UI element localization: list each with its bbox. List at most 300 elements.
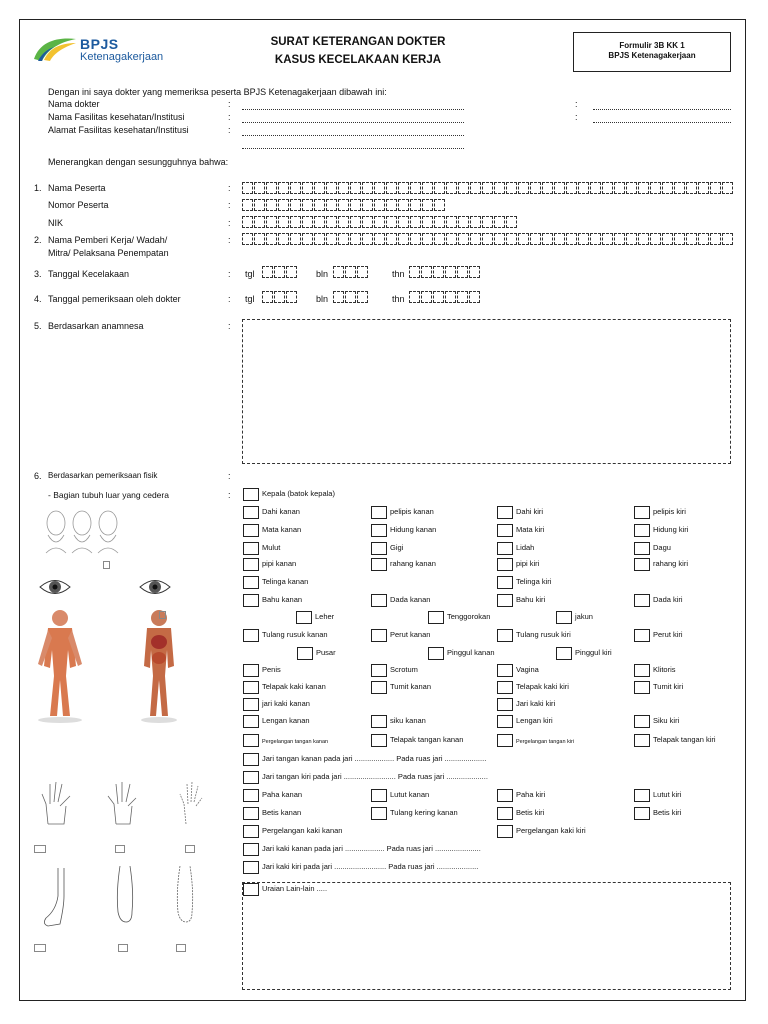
checkbox-label: rahang kiri (653, 559, 689, 568)
number-3: 3. (34, 269, 42, 279)
checkbox-rahang-kanan[interactable] (371, 558, 387, 571)
char-cell[interactable] (326, 199, 337, 211)
label-tgl-pemeriksaan: Tanggal pemeriksaan oleh dokter (48, 294, 181, 304)
char-cell[interactable] (470, 233, 481, 245)
checkbox-pusar[interactable] (297, 647, 313, 660)
thumb-caption (34, 944, 46, 952)
checkbox-lutut-kiri[interactable] (634, 789, 650, 802)
char-cell[interactable] (262, 266, 273, 278)
char-cell[interactable] (290, 216, 301, 228)
char-cell[interactable] (458, 233, 469, 245)
nama-peserta-cells[interactable] (242, 182, 734, 196)
char-cell[interactable] (433, 291, 444, 303)
alamat-faskes-field-2[interactable] (242, 148, 464, 149)
char-cell[interactable] (434, 216, 445, 228)
checkbox-label: Tenggorokan (447, 612, 491, 621)
char-cell[interactable] (470, 216, 481, 228)
char-cell[interactable] (602, 182, 613, 194)
char-cell[interactable] (290, 182, 301, 194)
checkbox-gigi[interactable] (371, 542, 387, 555)
char-cell[interactable] (494, 216, 505, 228)
checkbox-kepala[interactable] (243, 488, 259, 501)
colon: : (228, 490, 231, 500)
nama-dokter-field[interactable] (242, 109, 464, 110)
char-cell[interactable] (278, 233, 289, 245)
pemberi-kerja-cells[interactable] (242, 233, 734, 247)
checkbox-tumit-kanan[interactable] (371, 681, 387, 694)
checkbox-telinga-kanan[interactable] (243, 576, 259, 589)
tgl-pemeriksaan-year[interactable] (409, 291, 481, 305)
char-cell[interactable] (518, 233, 529, 245)
thn-label: thn (392, 294, 405, 304)
char-cell[interactable] (602, 233, 613, 245)
char-cell[interactable] (266, 199, 277, 211)
char-cell[interactable] (698, 233, 709, 245)
char-cell[interactable] (674, 233, 685, 245)
label-pemberi-kerja-2: Mitra/ Pelaksana Penempatan (48, 248, 169, 258)
checkbox-siku-kanan[interactable] (371, 715, 387, 728)
char-cell[interactable] (398, 216, 409, 228)
char-cell[interactable] (242, 233, 253, 245)
checkbox-label: Lutut kanan (390, 790, 430, 799)
checkbox-label: jakun (575, 612, 593, 621)
char-cell[interactable] (266, 233, 277, 245)
char-cell[interactable] (314, 199, 325, 211)
char-cell[interactable] (386, 182, 397, 194)
checkbox-label: Telapak kaki kanan (262, 682, 326, 691)
checkbox-telapak-tangan-kanan[interactable] (371, 734, 387, 747)
char-cell[interactable] (686, 233, 697, 245)
checkbox-label: Paha kiri (516, 790, 546, 799)
char-cell[interactable] (518, 182, 529, 194)
char-cell[interactable] (433, 266, 444, 278)
char-cell[interactable] (362, 182, 373, 194)
char-cell[interactable] (722, 233, 733, 245)
char-cell[interactable] (314, 233, 325, 245)
checkbox-label: Dada kiri (653, 595, 683, 604)
extra-field-1[interactable] (593, 109, 731, 110)
char-cell[interactable] (578, 233, 589, 245)
checkbox-pergelangan-tangan-kiri[interactable] (497, 734, 513, 747)
checkbox-label: Paha kanan (262, 790, 303, 799)
checkbox-perut-kiri[interactable] (634, 629, 650, 642)
char-cell[interactable] (674, 182, 685, 194)
char-cell[interactable] (302, 216, 313, 228)
number-1: 1. (34, 183, 42, 193)
char-cell[interactable] (398, 199, 409, 211)
body-organ-illustration-icon (134, 606, 184, 729)
char-cell[interactable] (333, 291, 344, 303)
char-cell[interactable] (482, 182, 493, 194)
checkbox-telinga-kiri[interactable] (497, 576, 513, 589)
char-cell[interactable] (362, 199, 373, 211)
char-cell[interactable] (710, 233, 721, 245)
char-cell[interactable] (722, 182, 733, 194)
char-cell[interactable] (286, 266, 297, 278)
checkbox-klitoris[interactable] (634, 664, 650, 677)
checkbox-jakun[interactable] (556, 611, 572, 624)
thumb-caption (115, 845, 125, 853)
char-cell[interactable] (398, 182, 409, 194)
char-cell[interactable] (286, 291, 297, 303)
checkbox-jari-kaki-kanan-ruas[interactable] (243, 843, 259, 856)
body-muscle-illustration-icon (30, 606, 90, 729)
menerangkan-text: Menerangkan dengan sesungguhnya bahwa: (48, 157, 229, 167)
checkbox-scrotum[interactable] (371, 664, 387, 677)
char-cell[interactable] (386, 233, 397, 245)
checkbox-betis-kiri2[interactable] (634, 807, 650, 820)
char-cell[interactable] (374, 233, 385, 245)
char-cell[interactable] (278, 216, 289, 228)
char-cell[interactable] (554, 182, 565, 194)
checkbox-jari-kaki-kiri[interactable] (497, 698, 513, 711)
checkbox-label: Telapak kaki kiri (516, 682, 569, 691)
checkbox-jari-kaki-kanan[interactable] (243, 698, 259, 711)
checkbox-pipi-kanan[interactable] (243, 558, 259, 571)
char-cell[interactable] (302, 233, 313, 245)
tgl-kecelakaan-day[interactable] (262, 266, 298, 280)
char-cell[interactable] (458, 216, 469, 228)
checkbox-hidung-kiri[interactable] (634, 524, 650, 537)
checkbox-label: Jari kaki kanan pada jari ................... Pada ruas jari ...................... (262, 844, 481, 853)
colon: : (228, 235, 231, 245)
checkbox-label: Jari kaki kiri (516, 699, 556, 708)
nama-faskes-field[interactable] (242, 122, 464, 123)
char-cell[interactable] (482, 216, 493, 228)
char-cell[interactable] (710, 182, 721, 194)
checkbox-label: Pergelangan tangan kiri (516, 739, 575, 745)
char-cell[interactable] (506, 233, 517, 245)
colon: : (228, 321, 231, 331)
char-cell[interactable] (662, 182, 673, 194)
checkbox-pelipis-kanan[interactable] (371, 506, 387, 519)
checkbox-tulang-rusuk-kiri[interactable] (497, 629, 513, 642)
char-cell[interactable] (422, 233, 433, 245)
checkbox-bahu-kiri[interactable] (497, 594, 513, 607)
foot-top-icon (112, 862, 138, 929)
char-cell[interactable] (338, 216, 349, 228)
checkbox-telapak-kaki-kiri[interactable] (497, 681, 513, 694)
alamat-faskes-field-1[interactable] (242, 135, 464, 136)
checkbox-label: Tumit kanan (390, 682, 431, 691)
char-cell[interactable] (614, 233, 625, 245)
checkbox-hidung-kanan[interactable] (371, 524, 387, 537)
char-cell[interactable] (266, 182, 277, 194)
checkbox-dada-kanan[interactable] (371, 594, 387, 607)
checkbox-betis-kiri[interactable] (497, 807, 513, 820)
tgl-kecelakaan-month[interactable] (333, 266, 369, 280)
hand-xray-icon (172, 780, 208, 831)
eye-right-icon (38, 576, 72, 603)
char-cell[interactable] (434, 233, 445, 245)
char-cell[interactable] (374, 216, 385, 228)
checkbox-rahang-kiri[interactable] (634, 558, 650, 571)
char-cell[interactable] (278, 182, 289, 194)
extra-field-2[interactable] (593, 122, 731, 123)
char-cell[interactable] (506, 216, 517, 228)
char-cell[interactable] (242, 199, 253, 211)
nomor-peserta-cells[interactable] (242, 199, 446, 213)
tgl-pemeriksaan-day[interactable] (262, 291, 298, 305)
char-cell[interactable] (686, 182, 697, 194)
colon: : (228, 183, 231, 193)
char-cell[interactable] (345, 266, 356, 278)
checkbox-label: Betis kanan (262, 808, 302, 817)
checkbox-bahu-kanan[interactable] (243, 594, 259, 607)
char-cell[interactable] (290, 199, 301, 211)
checkbox-label: Bahu kanan (262, 595, 303, 604)
tgl-pemeriksaan-month[interactable] (333, 291, 369, 305)
char-cell[interactable] (326, 216, 337, 228)
thumb-caption (185, 845, 195, 853)
char-cell[interactable] (422, 199, 433, 211)
char-cell[interactable] (566, 233, 577, 245)
char-cell[interactable] (410, 199, 421, 211)
intro-line: Dengan ini saya dokter yang memeriksa peserta BPJS Ketenagakerjaan dibawah ini: (48, 87, 387, 97)
checkbox-tulang-kering-kanan[interactable] (371, 807, 387, 820)
foot-side-icon (36, 866, 70, 933)
colon: : (575, 99, 578, 109)
char-cell[interactable] (398, 233, 409, 245)
checkbox-jari-kaki-kiri-ruas[interactable] (243, 861, 259, 874)
label-nomor-peserta: Nomor Peserta (48, 200, 109, 210)
colon: : (228, 112, 231, 122)
checkbox-pergelangan-kaki-kanan[interactable] (243, 825, 259, 838)
checkbox-tenggorokan[interactable] (428, 611, 444, 624)
checkbox-leher[interactable] (296, 611, 312, 624)
char-cell[interactable] (662, 233, 673, 245)
char-cell[interactable] (386, 216, 397, 228)
char-cell[interactable] (254, 216, 265, 228)
checkbox-label: Telinga kanan (262, 577, 309, 586)
char-cell[interactable] (626, 182, 637, 194)
char-cell[interactable] (278, 199, 289, 211)
checkbox-pergelangan-tangan-kanan[interactable] (243, 734, 259, 747)
checkbox-dahi-kanan[interactable] (243, 506, 259, 519)
char-cell[interactable] (302, 182, 313, 194)
char-cell[interactable] (410, 182, 421, 194)
label-nik: NIK (48, 218, 64, 228)
char-cell[interactable] (357, 291, 368, 303)
checkbox-mata-kiri[interactable] (497, 524, 513, 537)
checkbox-label: Jari tangan kanan pada jari ................... Pada ruas jari .................... (262, 754, 487, 763)
char-cell[interactable] (590, 233, 601, 245)
checkbox-pinggul-kiri[interactable] (556, 647, 572, 660)
char-cell[interactable] (650, 233, 661, 245)
char-cell[interactable] (302, 199, 313, 211)
char-cell[interactable] (374, 199, 385, 211)
form-org: BPJS Ketenagakerjaan (608, 51, 696, 60)
checkbox-pipi-kiri[interactable] (497, 558, 513, 571)
char-cell[interactable] (326, 182, 337, 194)
char-cell[interactable] (638, 182, 649, 194)
uraian-lain-textarea[interactable] (242, 882, 731, 990)
checkbox-betis-kanan[interactable] (243, 807, 259, 820)
checkbox-perut-kanan[interactable] (371, 629, 387, 642)
char-cell[interactable] (242, 216, 253, 228)
char-cell[interactable] (542, 233, 553, 245)
checkbox-telapak-kaki-kanan[interactable] (243, 681, 259, 694)
checkbox-label: Vagina (516, 665, 539, 674)
colon: : (228, 269, 231, 279)
nik-cells[interactable] (242, 216, 518, 230)
char-cell[interactable] (350, 182, 361, 194)
char-cell[interactable] (409, 291, 420, 303)
checkbox-mulut[interactable] (243, 542, 259, 555)
thumb-caption (103, 561, 110, 569)
char-cell[interactable] (578, 182, 589, 194)
checkbox-label: Dagu (653, 543, 671, 552)
checkbox-label: pipi kiri (516, 559, 540, 568)
checkbox-label: Dada kanan (390, 595, 431, 604)
char-cell[interactable] (469, 291, 480, 303)
char-cell[interactable] (274, 291, 285, 303)
char-cell[interactable] (254, 233, 265, 245)
char-cell[interactable] (314, 182, 325, 194)
char-cell[interactable] (409, 266, 420, 278)
char-cell[interactable] (650, 182, 661, 194)
head-illustration-icon (42, 505, 122, 562)
number-6: 6. (34, 471, 42, 481)
checkbox-label: Hidung kiri (653, 525, 689, 534)
anamnesa-textarea[interactable] (242, 319, 731, 464)
char-cell[interactable] (457, 291, 468, 303)
checkbox-siku-kiri[interactable] (634, 715, 650, 728)
char-cell[interactable] (698, 182, 709, 194)
char-cell[interactable] (290, 233, 301, 245)
char-cell[interactable] (445, 291, 456, 303)
char-cell[interactable] (338, 182, 349, 194)
char-cell[interactable] (421, 291, 432, 303)
char-cell[interactable] (326, 233, 337, 245)
checkbox-penis[interactable] (243, 664, 259, 677)
checkbox-label: Perut kanan (390, 630, 431, 639)
checkbox-label: pipi kanan (262, 559, 297, 568)
char-cell[interactable] (469, 266, 480, 278)
thumb-caption (34, 845, 46, 853)
char-cell[interactable] (386, 199, 397, 211)
char-cell[interactable] (542, 182, 553, 194)
char-cell[interactable] (446, 233, 457, 245)
checkbox-paha-kiri[interactable] (497, 789, 513, 802)
checkbox-label: Telapak tangan kiri (653, 735, 716, 744)
char-cell[interactable] (446, 182, 457, 194)
char-cell[interactable] (422, 182, 433, 194)
checkbox-dagu[interactable] (634, 542, 650, 555)
checkbox-pelipis-kiri[interactable] (634, 506, 650, 519)
logo-subtitle: Ketenagakerjaan (80, 51, 164, 63)
char-cell[interactable] (626, 233, 637, 245)
char-cell[interactable] (457, 266, 468, 278)
char-cell[interactable] (434, 182, 445, 194)
char-cell[interactable] (262, 291, 273, 303)
checkbox-jari-tangan-kanan[interactable] (243, 753, 259, 766)
checkbox-lengan-kanan[interactable] (243, 715, 259, 728)
char-cell[interactable] (638, 233, 649, 245)
char-cell[interactable] (266, 216, 277, 228)
checkbox-label: Betis kiri (516, 808, 545, 817)
char-cell[interactable] (458, 182, 469, 194)
checkbox-label: Jari tangan kiri pada jari ......................... Pada ruas jari .................... (262, 772, 488, 781)
tgl-kecelakaan-year[interactable] (409, 266, 481, 280)
char-cell[interactable] (421, 266, 432, 278)
char-cell[interactable] (470, 182, 481, 194)
char-cell[interactable] (410, 216, 421, 228)
char-cell[interactable] (350, 233, 361, 245)
char-cell[interactable] (314, 216, 325, 228)
char-cell[interactable] (530, 182, 541, 194)
char-cell[interactable] (345, 291, 356, 303)
char-cell[interactable] (506, 182, 517, 194)
checkbox-pinggul-kanan[interactable] (428, 647, 444, 660)
checkbox-tumit-kiri[interactable] (634, 681, 650, 694)
char-cell[interactable] (338, 233, 349, 245)
checkbox-label: Tulang kering kanan (390, 808, 458, 817)
char-cell[interactable] (362, 216, 373, 228)
char-cell[interactable] (350, 199, 361, 211)
char-cell[interactable] (482, 233, 493, 245)
char-cell[interactable] (350, 216, 361, 228)
checkbox-dahi-kiri[interactable] (497, 506, 513, 519)
char-cell[interactable] (554, 233, 565, 245)
checkbox-label: jari kaki kanan (262, 699, 310, 708)
char-cell[interactable] (338, 199, 349, 211)
char-cell[interactable] (422, 216, 433, 228)
char-cell[interactable] (357, 266, 368, 278)
label-tgl-kecelakaan: Tanggal Kecelakaan (48, 269, 130, 279)
checkbox-tulang-rusuk-kanan[interactable] (243, 629, 259, 642)
number-5: 5. (34, 321, 42, 331)
checkbox-lutut-kanan[interactable] (371, 789, 387, 802)
char-cell[interactable] (333, 266, 344, 278)
checkbox-label: Pergelangan kaki kiri (516, 826, 586, 835)
char-cell[interactable] (362, 233, 373, 245)
char-cell[interactable] (242, 182, 253, 194)
label-pemeriksaan: Berdasarkan pemeriksaan fisik (48, 471, 158, 480)
checkbox-jari-tangan-kiri[interactable] (243, 771, 259, 784)
char-cell[interactable] (446, 216, 457, 228)
char-cell[interactable] (434, 199, 445, 211)
checkbox-telapak-tangan-kiri[interactable] (634, 734, 650, 747)
checkbox-lidah[interactable] (497, 542, 513, 555)
checkbox-vagina[interactable] (497, 664, 513, 677)
char-cell[interactable] (445, 266, 456, 278)
checkbox-dada-kiri[interactable] (634, 594, 650, 607)
checkbox-label: Pusar (316, 648, 336, 657)
char-cell[interactable] (590, 182, 601, 194)
checkbox-label: Pinggul kiri (575, 648, 612, 657)
checkbox-label: Pinggul kanan (447, 648, 495, 657)
char-cell[interactable] (254, 182, 265, 194)
char-cell[interactable] (566, 182, 577, 194)
char-cell[interactable] (614, 182, 625, 194)
checkbox-pergelangan-kaki-kiri[interactable] (497, 825, 513, 838)
thumb-caption (176, 944, 186, 952)
checkbox-lengan-kiri[interactable] (497, 715, 513, 728)
char-cell[interactable] (494, 233, 505, 245)
char-cell[interactable] (254, 199, 265, 211)
checkbox-mata-kanan[interactable] (243, 524, 259, 537)
char-cell[interactable] (530, 233, 541, 245)
char-cell[interactable] (410, 233, 421, 245)
bln-label: bln (316, 294, 329, 304)
char-cell[interactable] (494, 182, 505, 194)
colon: : (228, 294, 231, 304)
checkbox-paha-kanan[interactable] (243, 789, 259, 802)
char-cell[interactable] (374, 182, 385, 194)
document-title: SURAT KETERANGAN DOKTER (270, 36, 446, 48)
char-cell[interactable] (274, 266, 285, 278)
